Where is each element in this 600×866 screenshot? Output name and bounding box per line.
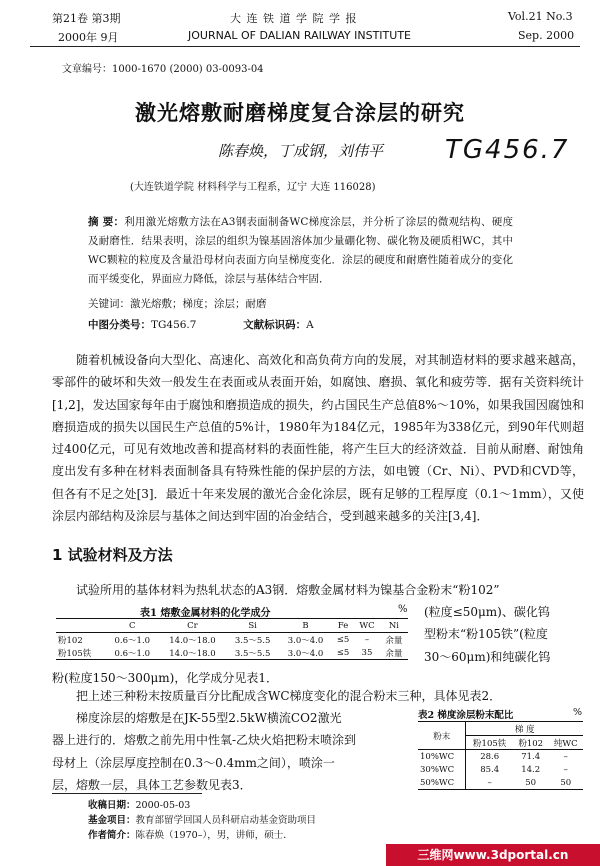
table1-cell: – <box>364 634 370 645</box>
fund-text: 教育部留学回国人员科研启动基金资助项目 <box>135 815 317 826</box>
author-bio-label: 作者简介： <box>88 830 136 841</box>
author-bio: 陈春焕（1970–），男，讲师，硕士． <box>135 830 293 841</box>
section-heading-1: 1 试验材料及方法 <box>52 546 173 564</box>
footnote-received <box>88 797 190 811</box>
abstract <box>88 213 513 289</box>
table1-cell: ≤5 <box>336 634 350 645</box>
table-row <box>418 776 583 790</box>
abstract-label: 摘 要： <box>88 216 125 228</box>
table1-cell: 3.5～5.5 <box>234 648 271 659</box>
table2-cell: – <box>563 764 568 775</box>
table2-cell: 85.4 <box>480 764 500 775</box>
table2-caption: 表2 梯度涂层粉末配比 <box>418 710 514 721</box>
abstract-text: 利用激光熔敷方法在A3钢表面制备WC梯度涂层，并分析了涂层的微观结构、硬度及耐磨性．结果表明，涂层的组织为镍基固溶体加少量硼化物、碳化物及硬质相WC，其中WC颗粒的粒度及含量沿母材向表面方向呈梯度变化．涂层的硬度和耐磨性随着成分的变化而平缓变化，界面应力降低，涂层与基体结合牢固． <box>88 216 513 285</box>
header-journal-cn: 大 连 铁 道 学 院 学 报 <box>230 12 358 25</box>
footnote-author <box>88 827 293 841</box>
table2-cell: 10%WC <box>418 750 466 764</box>
table2-cell: – <box>487 777 492 788</box>
table2-cell: 50 <box>560 777 572 788</box>
table2-cell: – <box>563 751 568 762</box>
table2-header: 纯WC <box>549 736 583 750</box>
table1-header: Cr <box>159 619 226 633</box>
header-date-en: Sep. 2000 <box>518 29 575 42</box>
para1-right <box>424 601 586 668</box>
table-row <box>418 750 583 764</box>
table2-cell: 28.6 <box>480 751 500 762</box>
header-date-cn: 2000年 9月 <box>58 31 119 44</box>
table2-cell: 50 <box>525 777 537 788</box>
doc-code-label: 文献标识码： <box>243 319 307 331</box>
header-volume-en: Vol.21 No.3 <box>508 10 573 23</box>
table2-cell: 30%WC <box>418 763 466 776</box>
table1-cell: 3.0～4.0 <box>287 648 324 659</box>
table-row <box>56 646 408 660</box>
table2-row-header: 粉末 <box>418 722 466 750</box>
para1-right-line: 30～60μm)和纯碳化钨 <box>424 649 551 664</box>
header-journal-en: JOURNAL OF DALIAN RAILWAY INSTITUTE <box>188 29 411 42</box>
site-watermark: 三维网www.3dportal.cn <box>386 844 600 866</box>
table1-header: B <box>279 619 332 633</box>
table2-header: 粉105铁 <box>466 736 513 750</box>
table1-cell: 余量 <box>385 648 403 659</box>
table1-cell: 0.6～1.0 <box>114 635 151 646</box>
table1-caption: 表1 熔敷金属材料的化学成分 <box>140 608 271 619</box>
footnote-rule <box>52 793 202 794</box>
header-rule <box>30 46 580 47</box>
para3-line: 母材上（涂层厚度控制在0.3～0.4mm之间），喷涂一 <box>52 755 335 770</box>
table2-unit: % <box>573 707 583 718</box>
classification-line <box>88 317 314 332</box>
para3 <box>52 707 407 796</box>
table1-cell: 35 <box>361 647 373 658</box>
table1-cell: 粉102 <box>58 635 83 646</box>
keywords: 关键词：激光熔敷；梯度；涂层；耐磨 <box>88 298 267 310</box>
para3-line: 梯度涂层的熔敷是在JK-55型2.5kW横流CO2激光 <box>76 711 342 725</box>
paper-title: 激光熔敷耐磨梯度复合涂层的研究 <box>135 101 465 125</box>
table1-header: Si <box>226 619 279 633</box>
table1-header: C <box>106 619 159 633</box>
table2-cell: 50%WC <box>418 776 466 790</box>
table1-header <box>56 619 106 633</box>
table-row <box>56 633 408 647</box>
table1-cell: 3.0～4.0 <box>287 635 324 646</box>
fund-label: 基金项目： <box>88 815 136 826</box>
table1-cell: 余量 <box>385 635 403 646</box>
received-label: 收稿日期： <box>88 800 136 811</box>
table2-group-header: 梯 度 <box>466 722 583 736</box>
table1-cell: 0.6～1.0 <box>114 648 151 659</box>
para1-right-line: 型粉末“粉105铁”(粒度 <box>424 627 548 642</box>
affiliation: (大连铁道学院 材料科学与工程系，辽宁 大连 116028) <box>130 182 376 193</box>
para3-line: 层，熔敷一层，具体工艺参数见表3． <box>52 777 252 792</box>
table1-cell: 3.5～5.5 <box>234 635 271 646</box>
author-list: 陈春焕，丁成钢，刘伟平 <box>218 142 384 160</box>
para1-start: 试验所用的基体材料为热轧状态的A3钢．熔敷金属材料为镍基合金粉末“粉102” <box>76 583 500 597</box>
article-id: 文章编号：1000-1670 (2000) 03-0093-04 <box>62 64 264 75</box>
table1-cell: 14.0～18.0 <box>169 648 216 659</box>
table-row <box>418 763 583 776</box>
table2-cell: 14.2 <box>521 764 541 775</box>
para2: 把上述三种粉末按质量百分比配成含WC梯度变化的混合粉末三种，具体见表2． <box>76 689 502 703</box>
intro-paragraph: 随着机械设备向大型化、高速化、高效化和高负荷方向的发展，对其制造材料的要求越来越高，零部件的破坏和失效一般发生在表面或从表面开始，如腐蚀、磨损、氧化和疲劳等．据有关资料统计[1,2]，发达国家每年由于腐蚀和磨损造成的损失，约占国民生产总值8%～10%，如果我国因腐蚀和磨损造成的损失以国民生产总值的5%计，1980年为184亿元，1985年为338亿元，到90年代则超过400亿元，可见有效地改善和提高材料的表面性能，将产生巨大的经济效益．目前从耐磨、耐蚀角度出发有多种在材料表面制备具有特殊性能的保护层的方法，如电镀（Cr、Ni）、PVD和CVD等，但各有不足之处[3]．最近十年来发展的激光合金化涂层，既有足够的工程厚度（0.1～1mm），又使涂层内部结构及涂层与基体之间达到牢固的冶金结合，受到越来越多的关注[3,4]． <box>52 353 584 524</box>
header-volume-cn: 第21卷 第3期 <box>52 12 121 25</box>
table1-header: Fe <box>332 619 354 633</box>
received-date: 2000-05-03 <box>135 800 191 811</box>
clc-code: TG456.7 <box>151 319 197 331</box>
footnote-fund <box>88 812 316 826</box>
table1-cell: ≤5 <box>336 647 350 658</box>
para1-right-line: (粒度≤50μm)、碳化钨 <box>424 605 550 619</box>
clc-label: 中图分类号： <box>88 319 151 331</box>
handwritten-classification-note: TG456.7 <box>445 135 570 165</box>
para3-line: 器上进行的．熔敷之前先用中性氧-乙炔火焰把粉末喷涂到 <box>52 733 357 748</box>
table1-cell: 粉105铁 <box>58 648 92 659</box>
table2-header: 粉102 <box>513 736 549 750</box>
para1-end: 粉(粒度150～300μm)，化学成分见表1． <box>52 671 278 685</box>
table1 <box>56 618 408 660</box>
table1-header: Ni <box>380 619 408 633</box>
doc-code: A <box>306 319 314 331</box>
table1-cell: 14.0～18.0 <box>169 635 216 646</box>
table2-cell: 71.4 <box>521 751 541 762</box>
table1-unit: % <box>398 604 408 615</box>
table1-header: WC <box>354 619 380 633</box>
table2 <box>418 721 583 790</box>
